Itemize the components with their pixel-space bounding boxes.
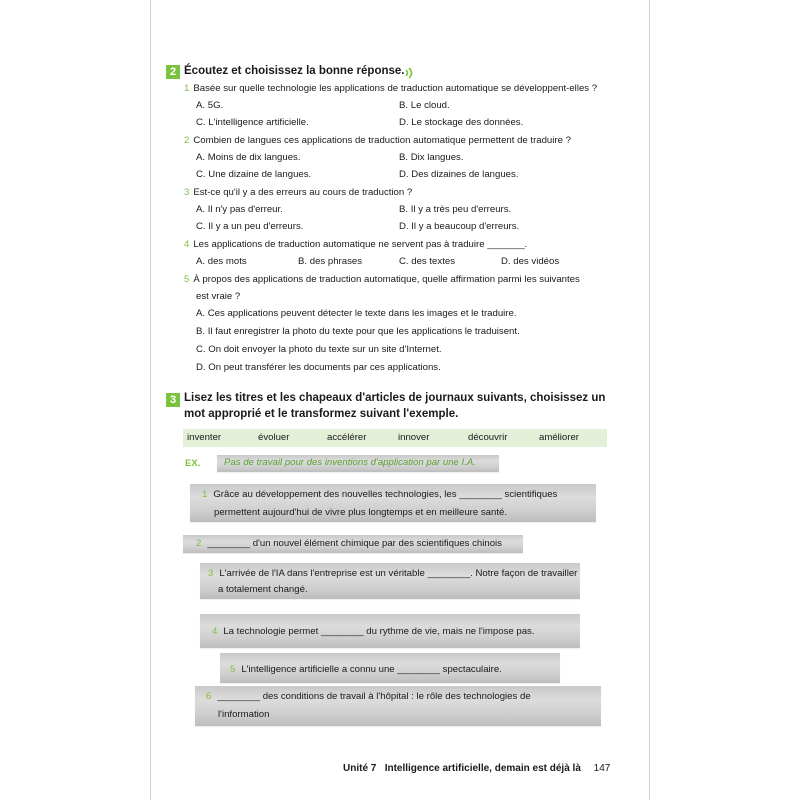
q5-option-b[interactable]: B. Il faut enregistrer la photo du texte pour que les applications le traduisent. <box>196 326 520 337</box>
page-footer <box>343 763 610 774</box>
q2-option-d[interactable]: D. Des dizaines de langues. <box>399 169 519 180</box>
word-inventer: inventer <box>187 432 222 443</box>
q1-option-a[interactable]: A. 5G. <box>196 100 224 111</box>
q1-option-d[interactable]: D. Le stockage des données. <box>399 117 524 128</box>
q4-option-a[interactable]: A. des mots <box>196 256 247 267</box>
q4-option-d[interactable]: D. des vidéos <box>501 256 560 267</box>
item-4-line1: 4 La technologie permet ________ du rythme de vie, mais ne l'impose pas. <box>212 626 535 637</box>
question-5-cont: est vraie ? <box>196 291 241 302</box>
q5-option-a[interactable]: A. Ces applications peuvent détecter le texte dans les images et le traduire. <box>196 308 517 319</box>
q1-option-c[interactable]: C. L'intelligence artificielle. <box>196 117 309 128</box>
q2-option-a[interactable]: A. Moins de dix langues. <box>196 152 301 163</box>
question-1: 1 Basée sur quelle technologie les applications de traduction automatique se développent-elles ? <box>184 83 598 94</box>
page-number: 147 <box>593 763 611 774</box>
item-1-line1: 1 Grâce au développement des nouvelles technologies, les ________ scientifiques <box>202 489 558 500</box>
word-innover: innover <box>398 432 430 443</box>
item-3-line1: 3 L'arrivée de l'IA dans l'entreprise est un véritable ________. Notre façon de travailler <box>208 568 578 579</box>
word-accelerer: accélérer <box>327 432 367 443</box>
q3-option-d[interactable]: D. Il y a beaucoup d'erreurs. <box>399 221 520 232</box>
item-5-line1: 5 L'intelligence artificielle a connu une ________ spectaculaire. <box>230 664 502 675</box>
example-text: Pas de travail pour des inventions d'application par une I.A. <box>224 457 476 468</box>
word-evoluer: évoluer <box>258 432 290 443</box>
section-3-number: 3 <box>166 393 180 407</box>
question-4: 4 Les applications de traduction automatique ne servent pas à traduire _______. <box>184 239 528 250</box>
item-6-line2: l'information <box>218 709 270 720</box>
item-6-line1: 6 ________ des conditions de travail à l'hôpital : le rôle des technologies de <box>206 691 531 702</box>
item-2-line1: 2 ________ d'un nouvel élément chimique par des scientifiques chinois <box>196 538 502 549</box>
word-bank <box>183 429 607 447</box>
section-3-title-line2: mot approprié et le transformez suivant l'exemple. <box>184 408 459 420</box>
q3-option-b[interactable]: B. Il y a très peu d'erreurs. <box>399 204 512 215</box>
q2-option-c[interactable]: C. Une dizaine de langues. <box>196 169 312 180</box>
q3-option-a[interactable]: A. Il n'y pas d'erreur. <box>196 204 283 215</box>
q5-option-d[interactable]: D. On peut transférer les documents par ces applications. <box>196 362 441 373</box>
section-2-title: Écoutez et choisissez la bonne réponse. <box>184 65 405 77</box>
question-3: 3 Est-ce qu'il y a des erreurs au cours de traduction ? <box>184 187 413 198</box>
example-label: EX. <box>185 458 201 469</box>
q5-option-c[interactable]: C. On doit envoyer la photo du texte sur un site d'Internet. <box>196 344 442 355</box>
question-2: 2 Combien de langues ces applications de traduction automatique permettent de traduire ? <box>184 135 571 146</box>
item-1-line2: permettent aujourd'hui de vivre plus longtemps et en meilleure santé. <box>214 507 508 518</box>
q1-option-b[interactable]: B. Le cloud. <box>399 100 450 111</box>
footer-unit: Unité 7 <box>343 763 377 774</box>
q4-option-b[interactable]: B. des phrases <box>298 256 362 267</box>
word-decouvrir: découvrir <box>468 432 508 443</box>
question-5: 5 À propos des applications de traduction automatique, quelle affirmation parmi les suivantes <box>184 274 580 285</box>
q4-option-c[interactable]: C. des textes <box>399 256 455 267</box>
section-3-title-line1: Lisez les titres et les chapeaux d'articles de journaux suivants, choisissez un <box>184 392 606 404</box>
word-ameliorer: améliorer <box>539 432 579 443</box>
footer-title: Intelligence artificielle, demain est déjà là <box>384 763 581 774</box>
item-3-line2: a totalement changé. <box>218 584 308 595</box>
section-2-number: 2 <box>166 65 180 79</box>
q3-option-c[interactable]: C. Il y a un peu d'erreurs. <box>196 221 304 232</box>
q2-option-b[interactable]: B. Dix langues. <box>399 152 464 163</box>
